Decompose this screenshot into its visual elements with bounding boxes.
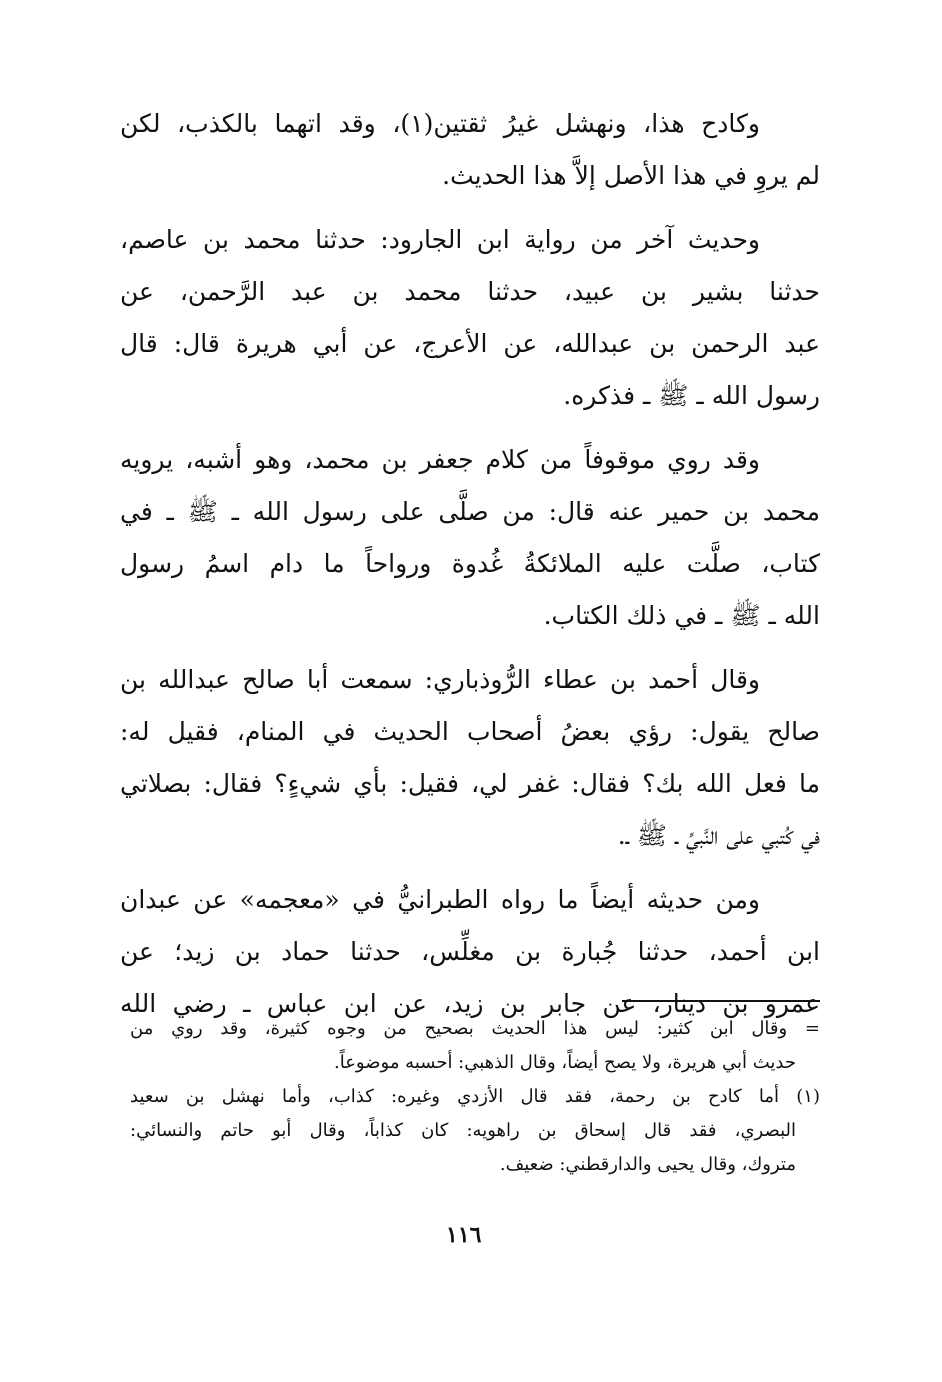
text-line: وحديث آخر من رواية ابن الجارود: حدثنا محمد بن عاصم،: [120, 225, 760, 254]
footnote-line: (١) أما كادح بن رحمة، فقد قال الأزدي وغيره: كذاب، وأما نهشل بن سعيد: [130, 1086, 820, 1107]
text-line: كتاب، صلَّت عليه الملائكةُ غُدوة ورواحاً ما دام اسمُ رسول: [120, 549, 820, 578]
text-line: صالح يقول: رؤي بعضُ أصحاب الحديث في المنام، فقيل له:: [120, 717, 820, 746]
text-line: عبد الرحمن بن عبدالله، عن الأعرج، عن أبي هريرة قال: قال: [120, 329, 820, 358]
footnote-line: البصري، فقد قال إسحاق بن راهويه: كان كذاباً، وقال أبو حاتم والنسائي:: [130, 1120, 796, 1141]
paragraph-2: [120, 214, 820, 422]
footnote-1: [130, 1080, 820, 1182]
main-text: [120, 98, 820, 1042]
text-line: ابن أحمد، حدثنا جُبارة بن مغلِّس، حدثنا حماد بن زيد؛ عن: [120, 937, 820, 966]
footnote-line: حديث أبي هريرة، ولا يصح أيضاً، وقال الذهبي: أحسبه موضوعاً.: [333, 1052, 796, 1073]
text-line: وقال أحمد بن عطاء الرُّوذباري: سمعت أبا صالح عبدالله بن: [120, 665, 760, 694]
text-line: وكادح هذا، ونهشل غيرُ ثقتين(١)، وقد اتهما بالكذب، لكن: [120, 109, 760, 138]
footnotes: [130, 1012, 820, 1182]
text-line: وقد روي موقوفاً من كلام جعفر بن محمد، وهو أشبه، يرويه: [120, 445, 760, 474]
text-line: في كُتبي على النَّبيِّ ـ ﷺ ـ.: [617, 821, 820, 850]
page-number: ١١٦: [446, 1222, 482, 1248]
footnote-line: = وقال ابن كثير: ليس هذا الحديث بصحيح من وجوه كثيرة، وقد روي من: [130, 1018, 820, 1039]
text-line: رسول الله ـ ﷺ ـ فذكره.: [563, 381, 820, 410]
paragraph-3: [120, 434, 820, 642]
footnote-continued: [130, 1012, 820, 1080]
footnote-separator: [622, 1000, 820, 1002]
text-line: حدثنا بشير بن عبيد، حدثنا محمد بن عبد الرَّحمن، عن: [120, 277, 820, 306]
text-line: محمد بن حمير عنه قال: من صلَّى على رسول الله ـ ﷺ ـ في: [120, 497, 820, 526]
text-line: عمرو بن دينار، عن جابر بن زيد، عن ابن عباس ـ رضي الله: [120, 989, 820, 1018]
text-line: ما فعل الله بك؟ فقال: غفر لي، فقيل: بأي شيءٍ؟ فقال: بصلاتي: [120, 769, 820, 798]
paragraph-5: [120, 874, 820, 1030]
paragraph-1: [120, 98, 820, 202]
text-line: ومن حديثه أيضاً ما رواه الطبرانيُّ في «معجمه» عن عبدان: [120, 885, 760, 914]
paragraph-4: [120, 654, 820, 862]
text-line: لم يروِ في هذا الأصل إلاَّ هذا الحديث.: [442, 161, 820, 190]
footnote-line: متروك، وقال يحيى والدارقطني: ضعيف.: [499, 1154, 796, 1175]
text-line: الله ـ ﷺ ـ في ذلك الكتاب.: [543, 601, 820, 630]
